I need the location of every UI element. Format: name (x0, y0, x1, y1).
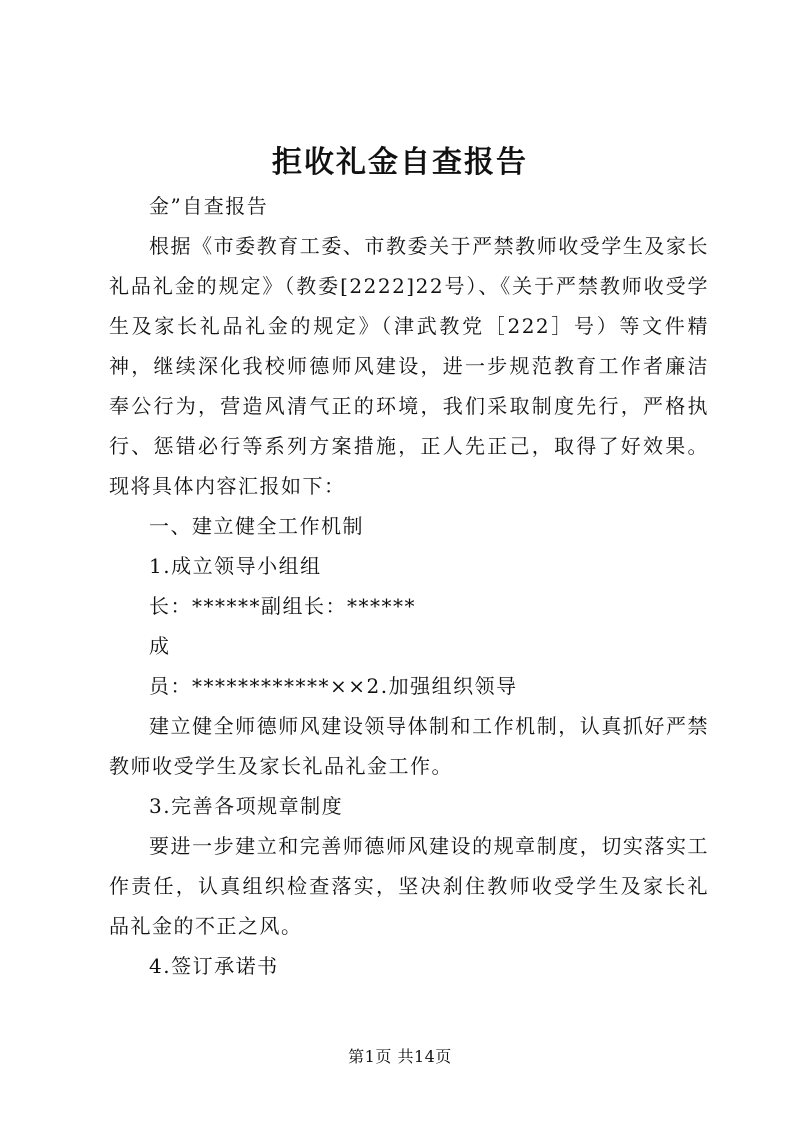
section-heading-1: 一、建立健全工作机制 (149, 514, 364, 538)
page-number: 第1页 共14页 (348, 1047, 452, 1066)
subsection-heading-1: 1.成立领导小组组 (149, 554, 322, 578)
paragraph-members-label: 成 (149, 634, 171, 658)
paragraph-leaders: 长：******副组长：****** (149, 594, 416, 618)
paragraph-members: 员：************××2.加强组织领导 (149, 674, 518, 698)
paragraph-leadership: 建立健全师德师风建设领导体制和工作机制，认真抓好严禁教师收受学生及家长礼品礼金工作。 (109, 714, 709, 778)
document-title: 拒收礼金自查报告 (272, 145, 528, 180)
document-body (109, 186, 709, 986)
paragraph-intro: 金”自查报告 (149, 194, 269, 218)
subsection-heading-4: 4.签订承诺书 (149, 954, 279, 978)
paragraph-basis: 根据《市委教育工委、市教委关于严禁教师收受学生及家长礼品礼金的规定》（教委[2222]22号）、《关于严禁教师收受学生及家长礼品礼金的规定》（津武教党［222］号）等文件精神，继续深化我校师德师风建设，进一步规范教育工作者廉洁奉公行为，营造风清气正的环境，我们采取制度先行，严格执行、惩错必行等系列方案措施，正人先正己，取得了好效果。现将具体内容汇报如下： (109, 234, 709, 498)
subsection-heading-3: 3.完善各项规章制度 (149, 794, 344, 818)
paragraph-regulations: 要进一步建立和完善师德师风建设的规章制度，切实落实工作责任，认真组织检查落实，坚决刹住教师收受学生及家长礼品礼金的不正之风。 (109, 834, 709, 938)
